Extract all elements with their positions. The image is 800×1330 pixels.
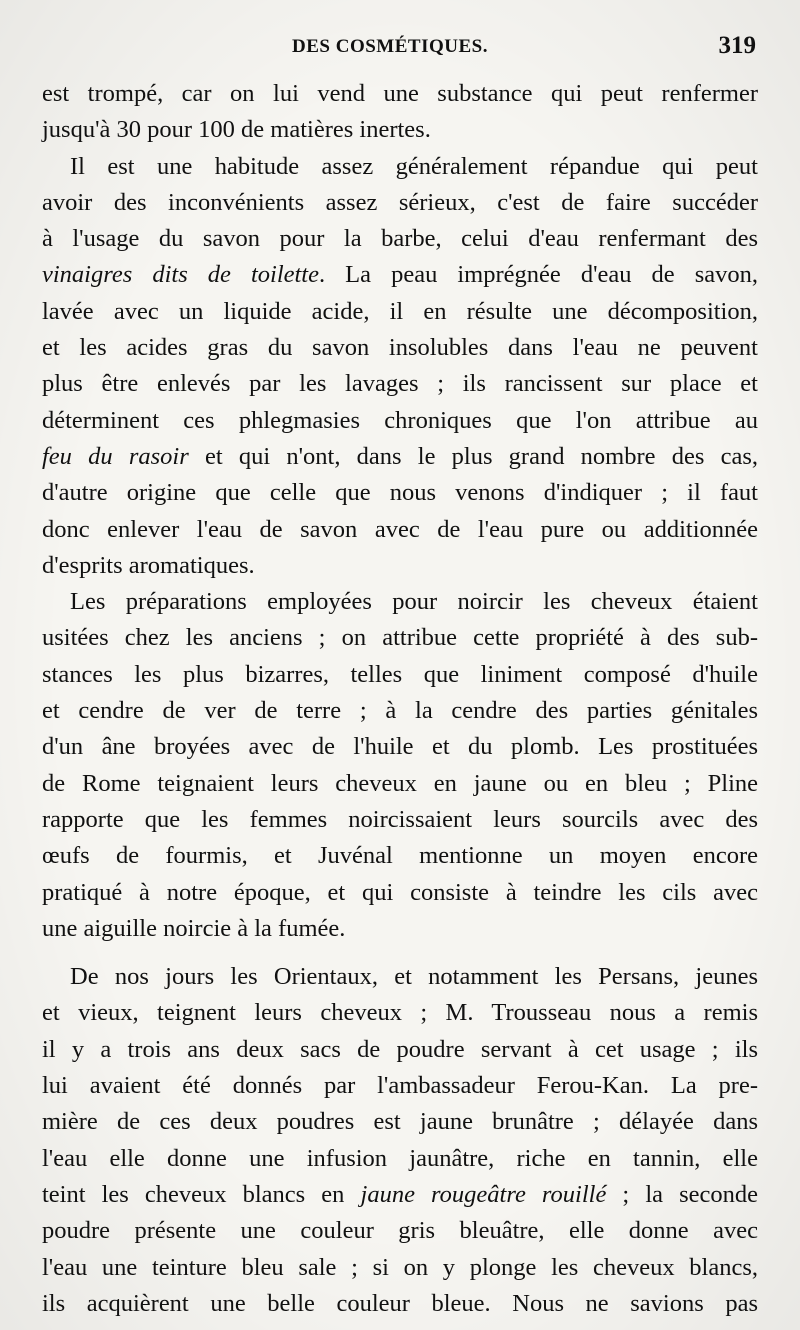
- text-line: avoir des inconvénients assez sérieux, c'est de faire succéder: [42, 188, 758, 216]
- page-number: 319: [718, 32, 756, 59]
- paragraph: [42, 76, 758, 149]
- running-header: [0, 30, 800, 70]
- text-line: œufs de fourmis, et Juvénal mentionne un moyen encore: [42, 842, 758, 870]
- text-line: il y a trois ans deux sacs de poudre servant à cet usage ; ils: [42, 1035, 758, 1063]
- text-line: de Rome teignaient leurs cheveux en jaune ou en bleu ; Pline: [42, 769, 758, 797]
- text-line: et les acides gras du savon insolubles dans l'eau ne peuvent: [42, 334, 758, 362]
- text-line: rapporte que les femmes noircissaient leurs sourcils avec des: [42, 805, 758, 833]
- text-line: plus être enlevés par les lavages ; ils rancissent sur place et: [42, 370, 758, 398]
- italic-phrase: feu du rasoir: [42, 442, 189, 470]
- text-line: feu du rasoir et qui n'ont, dans le plus grand nombre des cas,: [42, 442, 758, 470]
- text-line: mière de ces deux poudres est jaune brunâtre ; délayée dans: [42, 1108, 758, 1136]
- paragraph: [42, 149, 758, 585]
- paragraph: [42, 584, 758, 947]
- text-line: et cendre de ver de terre ; à la cendre des parties génitales: [42, 697, 758, 725]
- text-line: donc enlever l'eau de savon avec de l'eau pure ou additionnée: [42, 515, 758, 543]
- text-line: Les préparations employées pour noircir les cheveux étaient: [70, 588, 758, 616]
- italic-phrase: vinaigres dits de toilette: [42, 261, 319, 289]
- text-line: De nos jours les Orientaux, et notamment les Persans, jeunes: [70, 963, 758, 991]
- paragraph: [42, 959, 758, 1322]
- text-line: et vieux, teignent leurs cheveux ; M. Trousseau nous a remis: [42, 999, 758, 1027]
- text-line: lui avaient été donnés par l'ambassadeur Ferou-Kan. La pre-: [42, 1072, 758, 1100]
- text-line: une aiguille noircie à la fumée.: [42, 914, 346, 942]
- text-line: d'autre origine que celle que nous venons d'indiquer ; il faut: [42, 479, 758, 507]
- text-line: usitées chez les anciens ; on attribue cette propriété à des sub-: [42, 624, 758, 652]
- text-line: Il est une habitude assez généralement répandue qui peut: [70, 152, 758, 180]
- text-line: stances les plus bizarres, telles que liniment composé d'huile: [42, 660, 758, 688]
- running-title: DES COSMÉTIQUES.: [292, 36, 488, 57]
- body-text: [42, 76, 758, 1322]
- text-line: teint les cheveux blancs en jaune rougeâtre rouillé ; la seconde: [42, 1180, 758, 1208]
- text-line: d'esprits aromatiques.: [42, 551, 255, 579]
- text-line: d'un âne broyées avec de l'huile et du plomb. Les prostituées: [42, 733, 758, 761]
- text-line: lavée avec un liquide acide, il en résulte une décomposition,: [42, 297, 758, 325]
- text-line: à l'usage du savon pour la barbe, celui d'eau renfermant des: [42, 225, 758, 253]
- text-line: jusqu'à 30 pour 100 de matières inertes.: [42, 116, 431, 144]
- text-line: ils acquièrent une belle couleur bleue. Nous ne savions pas: [42, 1289, 758, 1317]
- text-line: l'eau elle donne une infusion jaunâtre, riche en tannin, elle: [42, 1144, 758, 1172]
- text-line: est trompé, car on lui vend une substance qui peut renfermer: [42, 80, 758, 107]
- italic-phrase: jaune rougeâtre rouillé: [360, 1180, 607, 1208]
- text-line: l'eau une teinture bleu sale ; si on y plonge les cheveux blancs,: [42, 1253, 758, 1281]
- text-line: pratiqué à notre époque, et qui consiste à teindre les cils avec: [42, 878, 758, 906]
- text-line: poudre présente une couleur gris bleuâtre, elle donne avec: [42, 1217, 758, 1245]
- text-line: vinaigres dits de toilette. La peau imprégnée d'eau de savon,: [42, 261, 759, 289]
- text-line: déterminent ces phlegmasies chroniques que l'on attribue au: [42, 406, 758, 434]
